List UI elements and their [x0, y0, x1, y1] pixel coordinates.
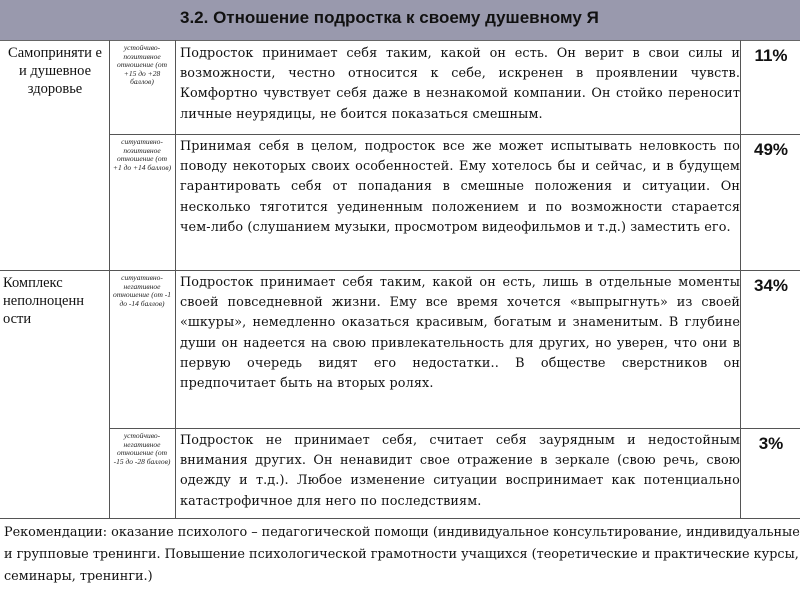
table-bottom-border [0, 518, 800, 519]
level-label: ситуативно-негативное отношение (от -1 до -14 баллов) [112, 273, 172, 308]
header-bar [0, 0, 800, 41]
divider-category [109, 40, 110, 518]
percent-value: 11% [754, 46, 788, 65]
divider-level [175, 40, 176, 518]
row-description: Принимая себя в целом, подросток все же может испытывать неловкость по поводу некоторых своих особенностей. Ему хотелось бы и сейчас, и в будущем гарантировать себя от попадания в смешные положения и ситуации. Он несколько тяготится уединенным положением и по возможности старается чем-либо (слушанием музыки, просмотром видеофильмов и т.д.) заместить его. [180, 139, 740, 235]
level-label: устойчиво-негативное отношение (от -15 до -28 баллов) [113, 431, 171, 466]
row-divider [109, 134, 800, 135]
row-description: Подросток принимает себя таким, какой он есть, лишь в отдельные моменты своей повседневной жизни. Ему все время хочется «выпрыгнуть» из своей «шкуры», немедленно оказаться красивым, богатым и знаменитым. В глубине души он надеется на свою привлекательность для других, но уверен, что они в первую очередь видят его недостатки.. В обществе сверстников он предпочитает быть на вторых ролях. [180, 275, 740, 392]
category-divider [0, 270, 800, 271]
percent-value: 34% [753, 276, 789, 295]
percent-value: 3% [758, 434, 784, 453]
percent-value: 49% [753, 140, 789, 159]
level-label: ситуативно-позитивное отношение (от +1 до +14 баллов) [112, 137, 172, 172]
category-inferiority-complex: Комплекс неполноценн ости [3, 275, 84, 327]
divider-percent [740, 40, 741, 518]
recommendation-text: Рекомендации: оказание психолого – педагогической помощи (индивидуальное консультирование, индивидуальные и групповые тренинги. Повышение психологической грамотности учащихся (теоретические и практические курсы, семинары, тренинги.) [4, 525, 800, 584]
row-divider [109, 428, 800, 429]
category-self-acceptance: Самоприняти е и душевное здоровье [8, 45, 102, 97]
row-description: Подросток принимает себя таким, какой он есть. Он верит в свои силы и возможности, честно относится к себе, искренен в проявлении чувств. Комфортно чувствует себя даже в незнакомой компании. Он стойко переносит личные неурядицы, не боится показаться смешным. [180, 46, 740, 122]
level-label: устойчиво-позитивное отношение (от +15 до +28 баллов) [117, 43, 167, 87]
page-title: 3.2. Отношение подростка к своему душевному Я [180, 8, 599, 27]
row-description: Подросток не принимает себя, считает себя заурядным и недостойным внимания других. Он ненавидит свое отражение в зеркале (свою речь, свою одежду и т.д.). Любое изменение ситуации воспринимает как потенциально катастрофичное для него по последствиям. [180, 433, 740, 509]
